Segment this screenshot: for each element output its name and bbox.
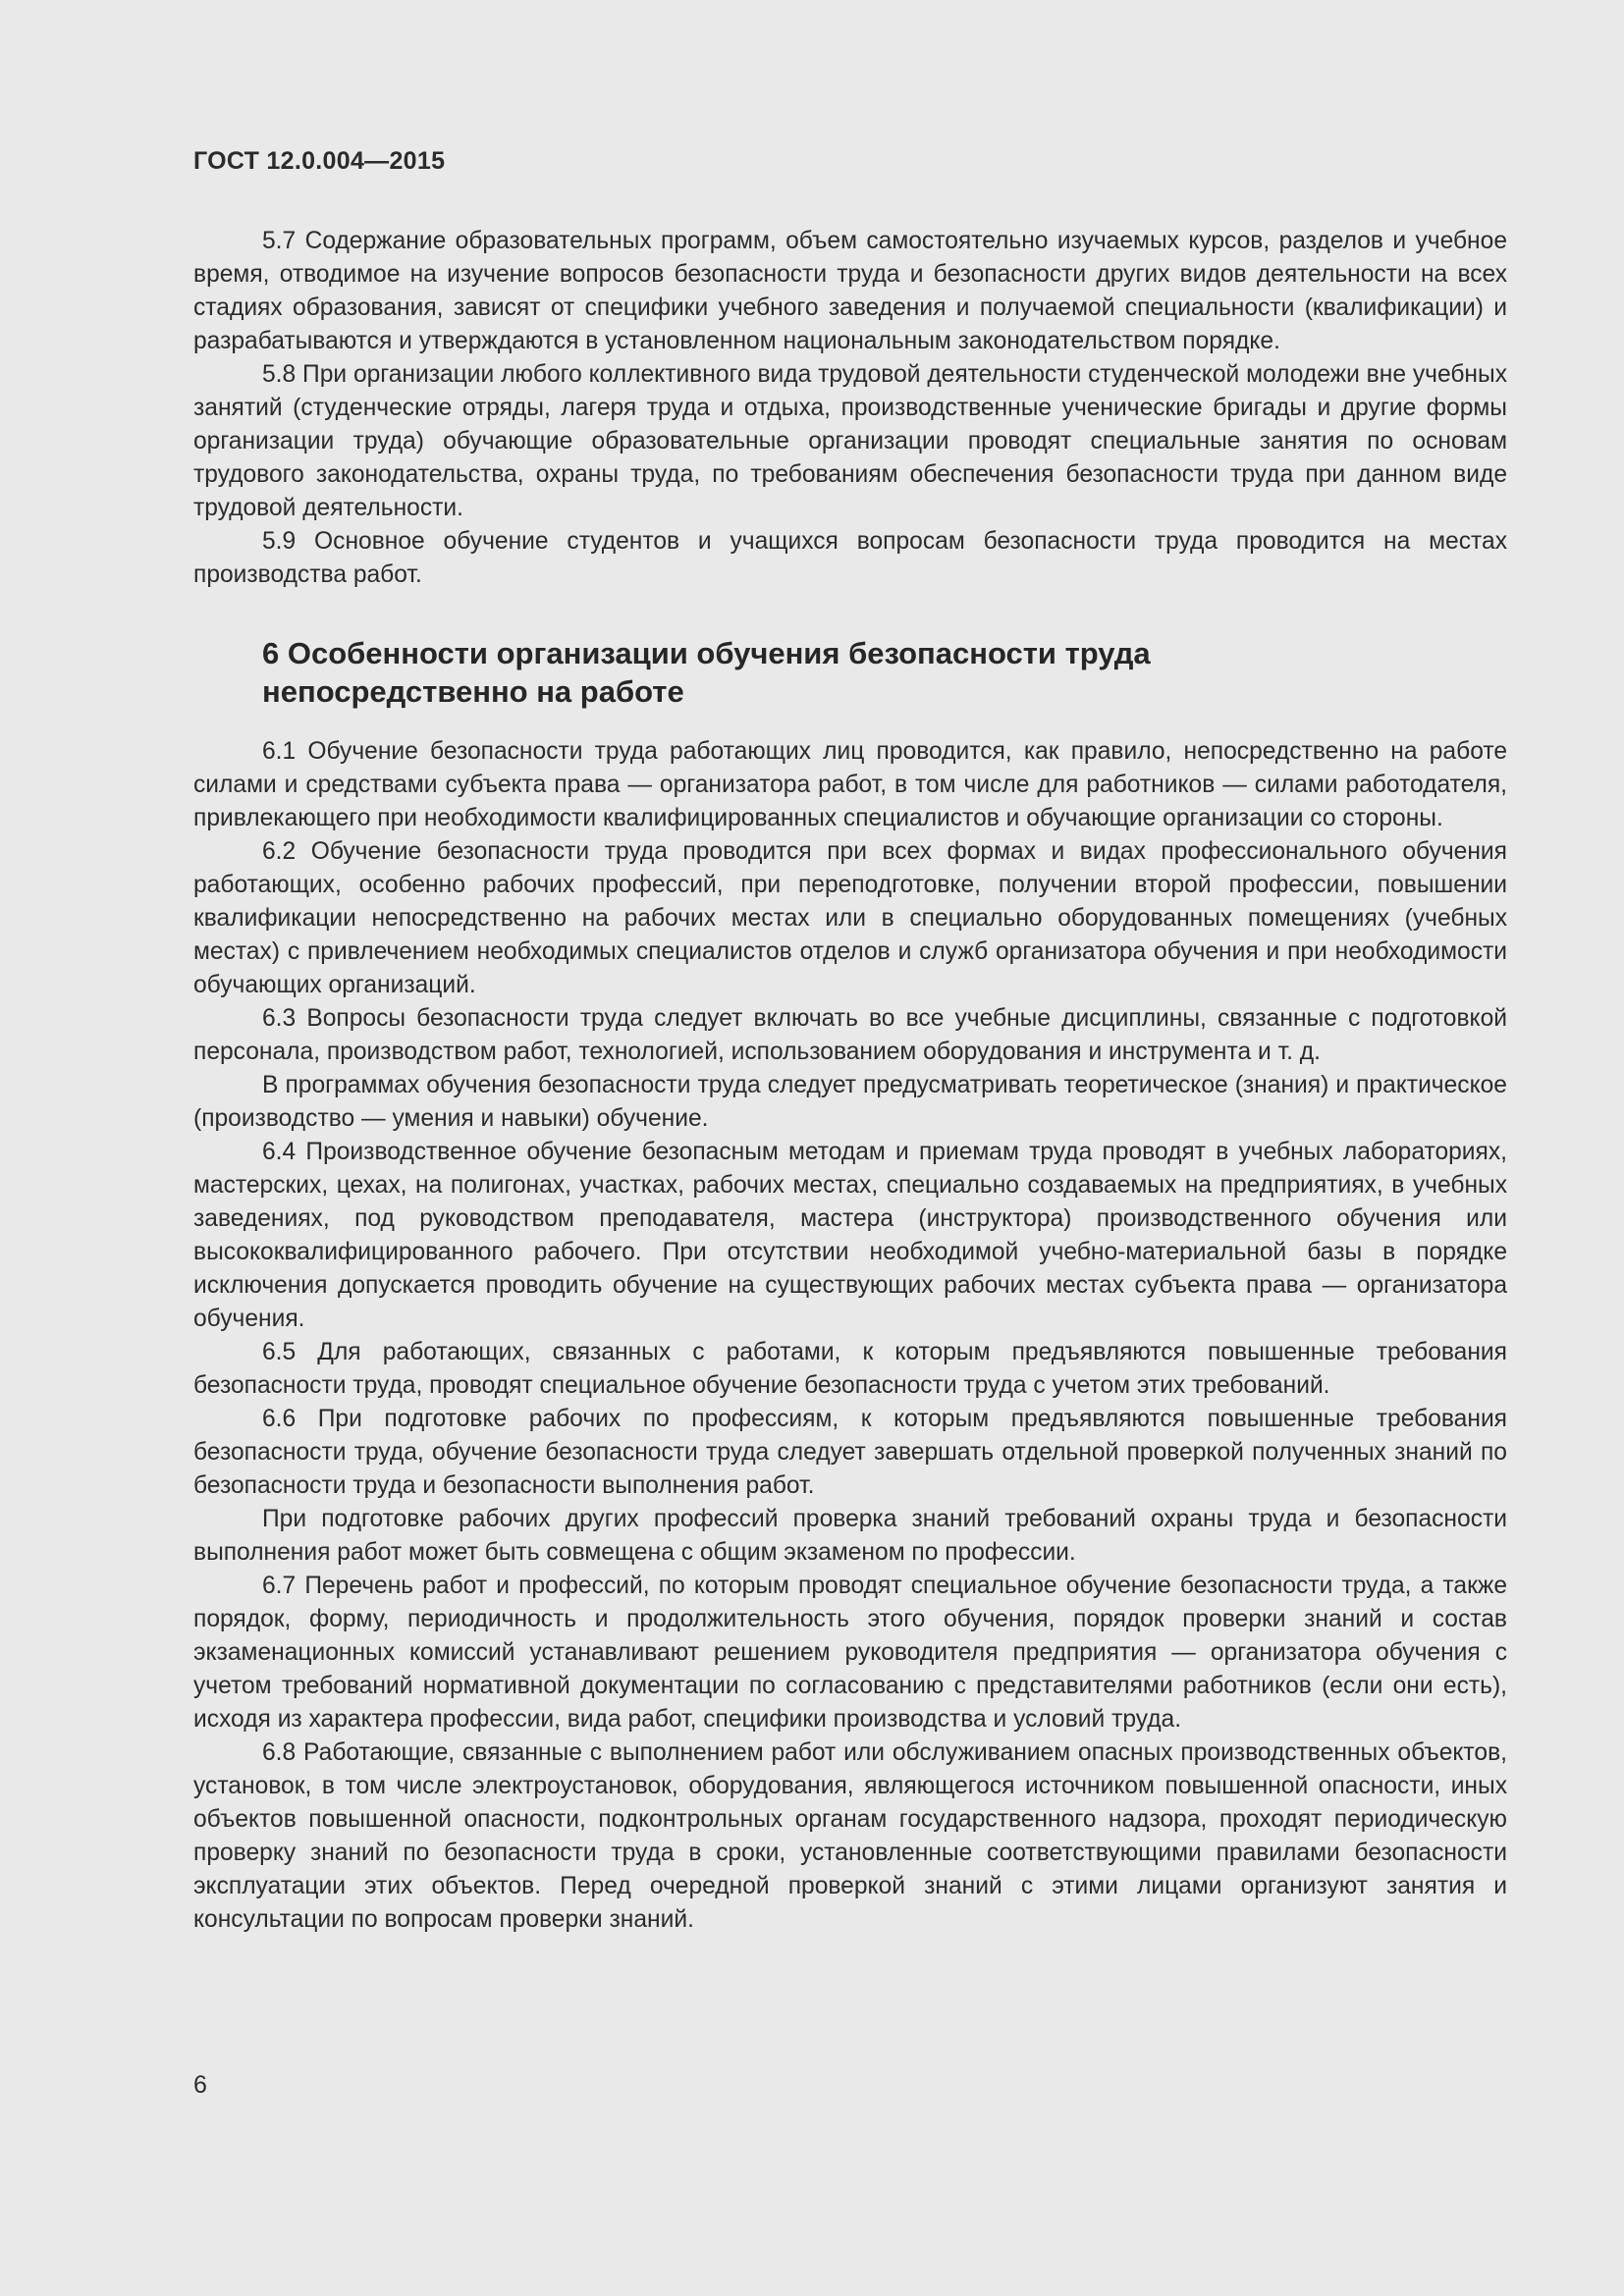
paragraph-6-3: 6.3 Вопросы безопасности труда следует включать во все учебные дисциплины, связанные с подготовкой персонала, производством работ, технологией, использованием оборудования и инструмента и т. д. bbox=[193, 1005, 1507, 1065]
document-body bbox=[193, 225, 1507, 1937]
section-heading-line-2: непосредственно на работе bbox=[262, 674, 684, 709]
paragraph-5-8: 5.8 При организации любого коллективного вида трудовой деятельности студенческой молодежи вне учебных занятий (студенческие отряды, лагеря труда и отдыха, производственные ученические бригады и другие формы организации труда) обучающие образовательные организации проводят специальные занятия по основам трудового законодательства, охраны труда, по требованиям обеспечения безопасности труда при данном виде трудовой деятельности. bbox=[193, 361, 1507, 521]
page-number: 6 bbox=[193, 2071, 207, 2099]
paragraph-5-7: 5.7 Содержание образовательных программ, объем самостоятельно изучаемых курсов, разделов и учебное время, отводимое на изучение вопросов безопасности труда и безопасности других видов деятельности на всех стадиях образования, зависят от специфики учебного заведения и получаемой специальности (квалификации) и разрабатываются и утверждаются в установленном национальным законодательством порядке. bbox=[193, 228, 1507, 354]
paragraph-6-4: 6.4 Производственное обучение безопасным методам и приемам труда проводят в учебных лабораториях, мастерских, цехах, на полигонах, участках, рабочих местах, специально создаваемых на предприятиях, в учебных заведениях, под руководством преподавателя, мастера (инструктора) производственного обучения или высококвалифицированного рабочего. При отсутствии необходимой учебно-материальной базы в порядке исключения допускается проводить обучение на существующих рабочих местах субъекта права — организатора обучения. bbox=[193, 1139, 1507, 1332]
section-6-heading bbox=[262, 634, 1507, 711]
standard-header: ГОСТ 12.0.004—2015 bbox=[193, 147, 446, 175]
paragraph-5-9: 5.9 Основное обучение студентов и учащихся вопросам безопасности труда проводится на местах производства работ. bbox=[193, 528, 1507, 588]
paragraph-6-6-continued: При подготовке рабочих других профессий проверка знаний требований охраны труда и безопасности выполнения работ может быть совмещена с общим экзаменом по профессии. bbox=[193, 1506, 1507, 1566]
paragraph-6-2: 6.2 Обучение безопасности труда проводится при всех формах и видах профессионального обучения работающих, особенно рабочих профессий, при переподготовке, получении второй профессии, повышении квалификации непосредственно на рабочих местах или в специально оборудованных помещениях (учебных местах) с привлечением необходимых специалистов отделов и служб организатора обучения и при необходимости обучающих организаций. bbox=[193, 838, 1507, 998]
paragraph-6-3-continued: В программах обучения безопасности труда следует предусматривать теоретическое (знания) и практическое (производство — умения и навыки) обучение. bbox=[193, 1072, 1507, 1132]
paragraph-6-5: 6.5 Для работающих, связанных с работами, к которым предъявляются повышенные требования безопасности труда, проводят специальное обучение безопасности труда с учетом этих требований. bbox=[193, 1339, 1507, 1399]
paragraph-6-1: 6.1 Обучение безопасности труда работающих лиц проводится, как правило, непосредственно на работе силами и средствами субъекта права — организатора работ, в том числе для работников — силами работодателя, привлекающего при необходимости квалифицированных специалистов и обучающие организации со стороны. bbox=[193, 738, 1507, 831]
paragraph-6-6: 6.6 При подготовке рабочих по профессиям, к которым предъявляются повышенные требования безопасности труда, обучение безопасности труда следует завершать отдельной проверкой полученных знаний по безопасности труда и безопасности выполнения работ. bbox=[193, 1406, 1507, 1499]
paragraph-6-7: 6.7 Перечень работ и профессий, по которым проводят специальное обучение безопасности труда, а также порядок, форму, периодичность и продолжительность этого обучения, порядок проверки знаний и состав экзаменационных комиссий устанавливают решением руководителя предприятия — организатора обучения с учетом требований нормативной документации по согласованию с представителями работников (если они есть), исходя из характера профессии, вида работ, специфики производства и условий труда. bbox=[193, 1573, 1507, 1733]
paragraph-6-8: 6.8 Работающие, связанные с выполнением работ или обслуживанием опасных производственных объектов, установок, в том числе электроустановок, оборудования, являющегося источником повышенной опасности, иных объектов повышенной опасности, подконтрольных органам государственного надзора, проходят периодическую проверку знаний по безопасности труда в сроки, установленные соответствующими правилами безопасности эксплуатации этих объектов. Перед очередной проверкой знаний с этими лицами организуют занятия и консультации по вопросам проверки знаний. bbox=[193, 1739, 1507, 1933]
section-heading-line-1: 6 Особенности организации обучения безопасности труда bbox=[262, 636, 1151, 670]
